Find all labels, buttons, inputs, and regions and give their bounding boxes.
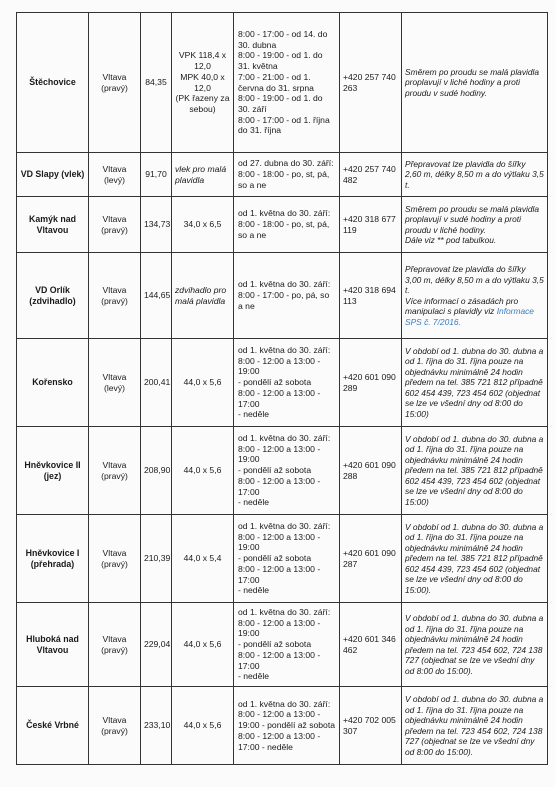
lock-schedule-table [16,12,548,765]
note: Směrem po proudu se malá plavidla proplavují v liché hodiny a proti proudu v sudé hodiny. [402,13,548,153]
note: V období od 1. dubna do 30. dubna a od 1. října do 31. října pouze na objednávku minimálně 24 hodin předem na tel. 385 721 812 případně 602 454 439, 723 454 602 (objednat se lze ve všední dny od 8:00 do 15:00). [402,515,548,603]
phone-number: +420 601 090 289 [340,339,402,427]
lock-name: Kořensko [17,339,89,427]
lock-name: VD Slapy (vlek) [17,153,89,197]
river-km: 134,73 [141,197,172,253]
chamber-dimensions: 34,0 x 6,5 [172,197,234,253]
note: Přepravovat lze plavidla do šířky 2,60 m, délky 8,50 m a do výtlaku 3,5 t. [402,153,548,197]
lock-name: České Vrbné [17,687,89,765]
table-row [17,603,548,687]
table-row [17,13,548,153]
river-km: 210,39 [141,515,172,603]
lock-name: Hluboká nad Vltavou [17,603,89,687]
river-bank: Vltava (pravý) [89,515,141,603]
note: Směrem po proudu se malá plavidla proplavují v sudé hodiny a proti proudu v liché hodiny. Dále viz ** pod tabulkou. [402,197,548,253]
note-cell [402,253,548,339]
river-km: 144,65 [141,253,172,339]
operating-hours: od 1. května do 30. září: 8:00 - 12:00 a 13:00 - 19:00 - pondělí až sobota 8:00 - 12:00 a 13:00 - 17:00 - neděle [234,515,340,603]
note: V období od 1. dubna do 30. dubna a od 1. října do 31. října pouze na objednávku minimálně 24 hodin předem na tel. 385 721 812 případně 602 454 439, 723 454 602 (objednat se lze ve všední dny od 8:00 do 15:00) [402,427,548,515]
phone-number: +420 257 740 263 [340,13,402,153]
phone-number: +420 257 740 482 [340,153,402,197]
table-row [17,339,548,427]
river-bank: Vltava (pravý) [89,603,141,687]
table-row [17,427,548,515]
river-bank: Vltava (levý) [89,153,141,197]
river-bank: Vltava (pravý) [89,687,141,765]
operating-hours: 8:00 - 17:00 - od 14. do 30. dubna 8:00 - 19:00 - od 1. do 31. května 7:00 - 21:00 - od 1. června do 31. srpna 8:00 - 19:00 - od 1. do 30. září 8:00 - 17:00 - od 1. října do 31. října [234,13,340,153]
lock-name: Hněvkovice I (přehrada) [17,515,89,603]
chamber-dimensions: 44,0 x 5,6 [172,687,234,765]
note: V období od 1. dubna do 30. dubna a od 1. října do 31. října pouze na objednávku minimálně 24 hodin předem na tel. 723 454 602, 724 138 727 (objednat se lze ve všední dny od 8:00 do 15:00). [402,687,548,765]
chamber-dimensions: 44,0 x 5,6 [172,427,234,515]
table-row [17,153,548,197]
chamber-dimensions: 44,0 x 5,6 [172,339,234,427]
chamber-dimensions: VPK 118,4 x 12,0 MPK 40,0 x 12,0 (PK řazeny za sebou) [172,13,234,153]
chamber-dimensions: zdvihadlo pro malá plavidla [172,253,234,339]
river-km: 200,41 [141,339,172,427]
river-bank: Vltava (levý) [89,339,141,427]
chamber-dimensions: 44,0 x 5,4 [172,515,234,603]
operating-hours: od 1. května do 30. září: 8:00 - 12:00 a 13:00 - 19:00 - pondělí až sobota 8:00 - 12:00 a 13:00 - 17:00 - neděle [234,687,340,765]
operating-hours: od 1. května do 30. září: 8:00 - 12:00 a 13:00 - 19:00 - pondělí až sobota 8:00 - 12:00 a 13:00 - 17:00 - neděle [234,603,340,687]
chamber-dimensions: vlek pro malá plavidla [172,153,234,197]
chamber-dimensions: 44,0 x 5,6 [172,603,234,687]
operating-hours: od 1. května do 30. září: 8:00 - 17:00 - po, pá, so a ne [234,253,340,339]
river-bank: Vltava (pravý) [89,427,141,515]
lock-name: Štěchovice [17,13,89,153]
operating-hours: od 1. května do 30. září: 8:00 - 18:00 - po, st, pá, so a ne [234,197,340,253]
note: Přepravovat lze plavidla do šířky 3,00 m, délky 8,50 m a do výtlaku 3,5 t. Více informací o zásadách pro manipulaci s plavidly viz [405,264,544,316]
lock-name: VD Orlík (zdvihadlo) [17,253,89,339]
river-km: 233,10 [141,687,172,765]
table-row [17,197,548,253]
operating-hours: od 1. května do 30. září: 8:00 - 12:00 a 13:00 - 19:00 - pondělí až sobota 8:00 - 12:00 a 13:00 - 17:00 - neděle [234,427,340,515]
phone-number: +420 318 694 113 [340,253,402,339]
lock-name: Hněvkovice II (jez) [17,427,89,515]
note: V období od 1. dubna do 30. dubna a od 1. října do 31. října pouze na objednávku minimálně 24 hodin předem na tel. 723 454 602, 724 138 727 (objednat se lze ve všední dny od 8:00 do 15:00). [402,603,548,687]
phone-number: +420 702 005 307 [340,687,402,765]
river-bank: Vltava (pravý) [89,13,141,153]
operating-hours: od 27. dubna do 30. září: 8:00 - 18:00 - po, st, pá, so a ne [234,153,340,197]
phone-number: +420 601 090 288 [340,427,402,515]
operating-hours: od 1. května do 30. září: 8:00 - 12:00 a 13:00 - 19:00 - pondělí až sobota 8:00 - 12:00 a 13:00 - 17:00 - neděle [234,339,340,427]
river-bank: Vltava (pravý) [89,197,141,253]
phone-number: +420 318 677 119 [340,197,402,253]
lock-name: Kamýk nad Vltavou [17,197,89,253]
table-row [17,515,548,603]
river-km: 84,35 [141,13,172,153]
info-link[interactable]: Informace SPS č. 7/2016. [405,306,534,327]
river-bank: Vltava (pravý) [89,253,141,339]
note: V období od 1. dubna do 30. dubna a od 1. října do 31. října pouze na objednávku minimálně 24 hodin předem na tel. 385 721 812 případně 602 454 439, 723 454 602 (objednat se lze ve všední dny od 8:00 do 15:00) [402,339,548,427]
table-row [17,687,548,765]
river-km: 208,90 [141,427,172,515]
river-km: 229,04 [141,603,172,687]
phone-number: +420 601 346 462 [340,603,402,687]
table-row [17,253,548,339]
river-km: 91,70 [141,153,172,197]
phone-number: +420 601 090 287 [340,515,402,603]
